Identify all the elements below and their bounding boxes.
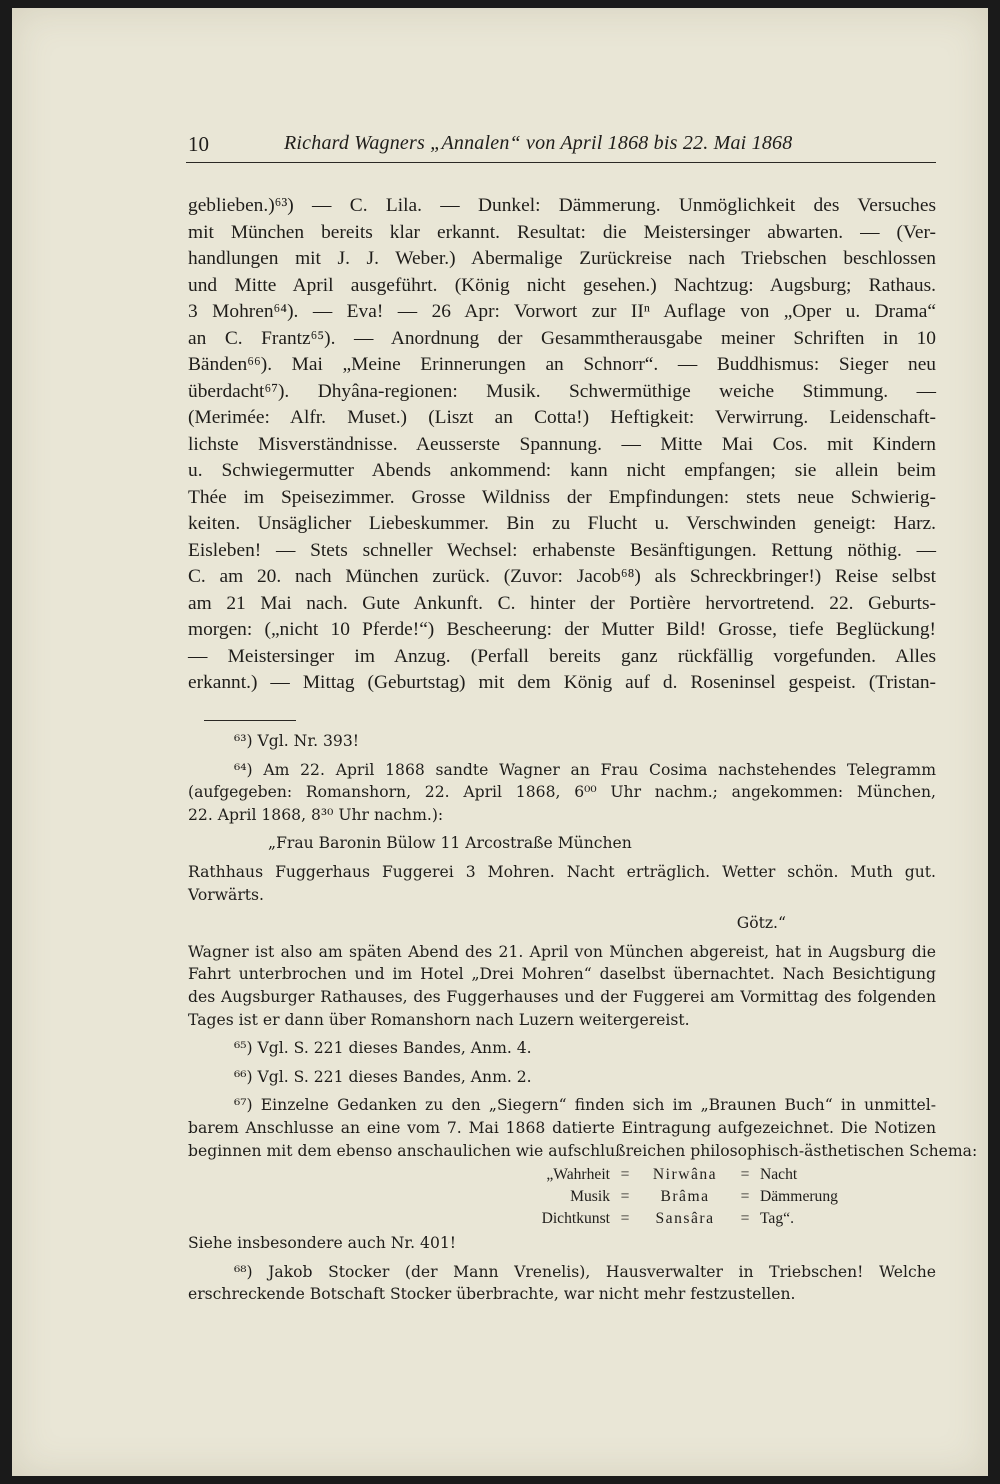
page-number: 10 [188, 132, 209, 156]
running-head: Richard Wagners „Annalen“ von April 1868 bis 22. Mai 1868 [284, 132, 793, 154]
footnote-67-line: ⁶⁷) Einzelne Gedanken zu den „Siegern“ finden sich im „Braunen Buch“ in unmittel- [234, 1096, 936, 1115]
schema-cell: Tag“. [760, 1210, 794, 1228]
footnote-64-cont: Tages ist er dann über Romanshorn nach Luzern weitergereist. [188, 1010, 690, 1029]
footnote-66: ⁶⁶) Vgl. S. 221 dieses Bandes, Anm. 2. [234, 1067, 532, 1086]
text-line: Thée im Speisezimmer. Grosse Wildniss der Empfindungen: stets neue Schwierig- [188, 486, 936, 508]
schema-table [400, 1164, 936, 1230]
schema-cell: „Wahrheit [546, 1166, 610, 1184]
text-line: u. Schwiegermutter Abends ankommend: kann nicht empfangen; sie allein beim [188, 460, 936, 481]
footnote-67-line: barem Anschlusse an eine vom 7. Mai 1868 datierte Eintragung aufgezeichnet. Die Notizen [188, 1118, 936, 1137]
footnote-67-end: Siehe insbesondere auch Nr. 401! [188, 1234, 457, 1253]
text-line: geblieben.)⁶³) — C. Lila. — Dunkel: Dämmerung. Unmöglichkeit des Versuches [188, 195, 936, 216]
text-line: 3 Mohren⁶⁴). — Eva! — 26 Apr: Vorwort zur IIⁿ Auflage von „Oper u. Drama“ [188, 301, 936, 322]
footnote-64-cont: des Augsburger Rathauses, des Fuggerhauses und der Fuggerei am Vormittag des folgenden [188, 987, 936, 1006]
schema-cell: Musik [570, 1188, 610, 1206]
footnote-64-line: 22. April 1868, 8³⁰ Uhr nachm.): [188, 805, 444, 824]
text-line: überdacht⁶⁷). Dhyâna-regionen: Musik. Schwermüthige weiche Stimmung. — [188, 380, 936, 402]
telegram-text: Rathhaus Fuggerhaus Fuggerei 3 Mohren. Nacht erträglich. Wetter schön. Muth gut. [188, 862, 936, 881]
footnote-64-cont: Wagner ist also am späten Abend des 21. April von München abgereist, hat in Augsburg die [188, 942, 936, 961]
text-line: und Mitte April ausgeführt. (König nicht gesehen.) Nachtzug: Augsburg; Rathaus. [188, 274, 936, 296]
schema-cell: Dichtkunst [541, 1210, 610, 1228]
schema-equals: = [620, 1188, 630, 1206]
schema-cell: Nacht [760, 1166, 798, 1184]
schema-cell: Sansâra [655, 1210, 715, 1228]
telegram-address: „Frau Baronin Bülow 11 Arcostraße München [268, 834, 632, 853]
text-line: handlungen mit J. J. Weber.) Abermalige Zurückreise nach Triebschen beschlossen [188, 248, 936, 269]
text-line: mit München bereits klar erkannt. Resultat: die Meistersinger abwarten. — (Ver- [188, 221, 936, 243]
text-line: Eisleben! — Stets schneller Wechsel: erhabenste Besänftigungen. Rettung nöthig. — [188, 539, 936, 561]
text-line: (Merimée: Alfr. Muset.) (Liszt an Cotta!) Heftigkeit: Verwirrung. Leidenschaft- [188, 407, 936, 428]
text-line: am 21 Mai nach. Gute Ankunft. C. hinter der Portière hervortretend. 22. Geburts- [188, 592, 936, 614]
footnote-68-line: erschreckende Botschaft Stocker überbrachte, war nicht mehr festzustellen. [188, 1285, 796, 1304]
schema-equals: = [740, 1210, 750, 1228]
text-line: lichste Misverständnisse. Aeusserste Spannung. — Mitte Mai Cos. mit Kindern [188, 433, 936, 455]
footnote-63: ⁶³) Vgl. Nr. 393! [234, 732, 360, 750]
text-line: C. am 20. nach München zurück. (Zuvor: Jacob⁶⁸) als Schreckbringer!) Reise selbst [188, 566, 936, 587]
book-page [12, 8, 988, 1476]
schema-equals: = [620, 1210, 630, 1228]
footnote-divider [204, 720, 296, 721]
schema-equals: = [740, 1166, 750, 1184]
footnote-68-line: ⁶⁸) Jakob Stocker (der Mann Vrenelis), Hausverwalter in Triebschen! Welche [234, 1262, 936, 1281]
schema-cell: Nirwâna [652, 1166, 718, 1184]
text-line: keiten. Unsäglicher Liebeskummer. Bin zu Flucht u. Verschwinden geneigt: Harz. [188, 513, 936, 534]
footnote-64-line: ⁶⁴) Am 22. April 1868 sandte Wagner an Frau Cosima nachstehendes Telegramm [234, 760, 936, 779]
footnote-64-line: (aufgegeben: Romanshorn, 22. April 1868, 6⁰⁰ Uhr nachm.; angekommen: München, [188, 783, 936, 802]
text-line: erkannt.) — Mittag (Geburtstag) mit dem König auf d. Roseninsel gespeist. (Tristan- [188, 672, 936, 693]
main-text [188, 193, 936, 697]
schema-cell: Brâma [660, 1188, 710, 1206]
footnote-65: ⁶⁵) Vgl. S. 221 dieses Bandes, Anm. 4. [234, 1039, 532, 1058]
schema-cell: Dämmerung [760, 1188, 838, 1206]
telegram-text: Vorwärts. [188, 885, 264, 904]
footnote-67-line: beginnen mit dem ebenso anschaulichen wie aufschlußreichen philosophisch-ästhetischen Schema: [188, 1141, 978, 1160]
text-line: an C. Frantz⁶⁵). — Anordnung der Gesammtherausgabe meiner Schriften in 10 [188, 327, 936, 349]
telegram-signature: Götz.“ [736, 914, 786, 933]
footnotes [188, 730, 978, 1306]
schema-equals: = [620, 1166, 630, 1184]
text-line: morgen: („nicht 10 Pferde!“) Bescheerung: der Mutter Bild! Grosse, tiefe Beglückung! [188, 619, 936, 640]
footnote-64-cont: Fahrt unterbrochen und im Hotel „Drei Mohren“ daselbst übernachtet. Nach Besichtigung [188, 965, 936, 984]
schema-equals: = [740, 1188, 750, 1206]
page-header [186, 128, 936, 163]
text-line: Bänden⁶⁶). Mai „Meine Erinnerungen an Schnorr“. — Buddhismus: Sieger neu [188, 354, 936, 375]
text-line: — Meistersinger im Anzug. (Perfall bereits ganz rückfällig vorgefunden. Alles [188, 645, 936, 667]
